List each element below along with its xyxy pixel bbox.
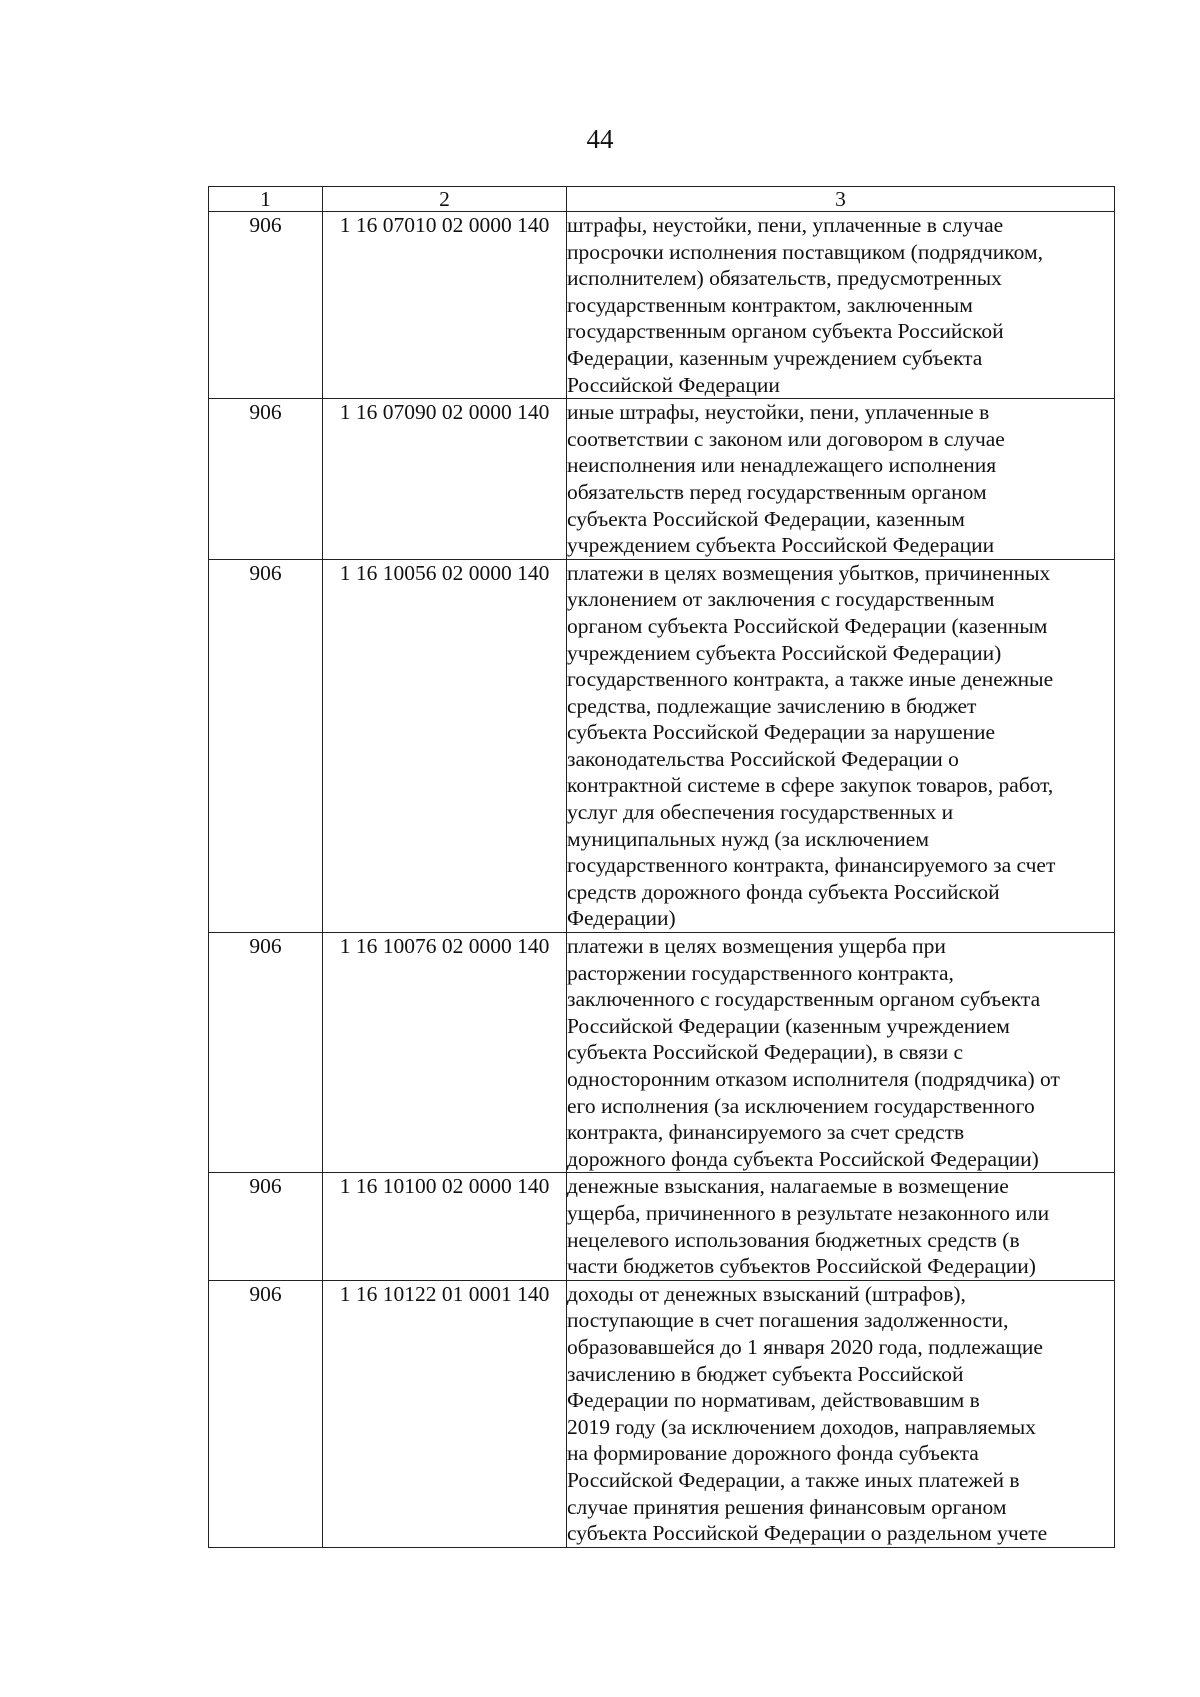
admin-code-cell: 906 (209, 1280, 323, 1547)
description-line: на формирование дорожного фонда субъекта (567, 1441, 979, 1466)
table-row (209, 559, 1115, 932)
budget-classification-code-cell: 1 16 07010 02 0000 140 (323, 212, 567, 399)
income-description-cell (567, 1280, 1115, 1547)
table-row (209, 212, 1115, 399)
description-line: нецелевого использования бюджетных средств (в (567, 1227, 1020, 1252)
description-line: контракта, финансируемого за счет средств (567, 1120, 965, 1145)
description-line: заключенного с государственным органом субъекта (567, 987, 1041, 1012)
description-line: учреждением субъекта Российской Федерации) (567, 640, 1002, 665)
admin-code-cell: 906 (209, 212, 323, 399)
table-row (209, 399, 1115, 560)
income-description-cell (567, 1173, 1115, 1280)
description-line: средств дорожного фонда субъекта Российской (567, 879, 1000, 904)
table-header-row (209, 187, 1115, 212)
description-line: неисполнения или ненадлежащего исполнения (567, 453, 997, 478)
description-line: субъекта Российской Федерации), в связи с (567, 1040, 964, 1065)
description-line: услуг для обеспечения государственных и (567, 800, 954, 825)
description-line: штрафы, неустойки, пени, уплаченные в случае (567, 213, 1004, 237)
budget-codes-table (208, 186, 1115, 1548)
column-header-3: 3 (567, 187, 1115, 212)
description-line: государственным контрактом, заключенным (567, 292, 973, 317)
description-line: части бюджетов субъектов Российской Федерации) (567, 1254, 1036, 1279)
column-header-2: 2 (323, 187, 567, 212)
description-line: законодательства Российской Федерации о (567, 746, 959, 771)
description-line: платежи в целях возмещения убытков, причиненных (567, 560, 1051, 585)
description-line: 2019 году (за исключением доходов, направляемых (567, 1414, 1036, 1439)
description-line: Федерации, казенным учреждением субъекта (567, 345, 983, 370)
budget-classification-code-cell: 1 16 10100 02 0000 140 (323, 1173, 567, 1280)
description-line: государственного контракта, а также иные денежные (567, 667, 1054, 692)
description-line: иные штрафы, неустойки, пени, уплаченные в (567, 400, 990, 425)
description-line: просрочки исполнения поставщиком (подрядчиком, (567, 239, 1043, 264)
description-line: исполнителем) обязательств, предусмотренных (567, 266, 1002, 291)
table-row (209, 933, 1115, 1173)
budget-classification-code-cell: 1 16 10076 02 0000 140 (323, 933, 567, 1173)
description-line: муниципальных нужд (за исключением (567, 826, 929, 851)
description-line: поступающие в счет погашения задолженности, (567, 1308, 1009, 1333)
description-line: органом субъекта Российской Федерации (казенным (567, 613, 1048, 638)
description-line: Российской Федерации, а также иных платежей в (567, 1467, 1020, 1492)
admin-code-cell: 906 (209, 399, 323, 560)
admin-code-cell: 906 (209, 559, 323, 932)
description-line: средства, подлежащие зачислению в бюджет (567, 693, 977, 718)
budget-classification-code-cell: 1 16 10122 01 0001 140 (323, 1280, 567, 1547)
description-line: доходы от денежных взысканий (штрафов), (567, 1281, 966, 1306)
income-description-cell (567, 212, 1115, 399)
description-line: Российской Федерации (567, 372, 780, 397)
description-line: государственного контракта, финансируемого за счет (567, 853, 1056, 878)
description-line: расторжении государственного контракта, (567, 960, 954, 985)
table-row (209, 1280, 1115, 1547)
table-body (209, 212, 1115, 1548)
description-line: уклонением от заключения с государственным (567, 587, 995, 612)
admin-code-cell: 906 (209, 1173, 323, 1280)
income-description-cell (567, 933, 1115, 1173)
budget-classification-code-cell: 1 16 07090 02 0000 140 (323, 399, 567, 560)
description-line: обязательств перед государственным органом (567, 479, 987, 504)
description-line: односторонним отказом исполнителя (подрядчика) от (567, 1067, 1060, 1091)
budget-classification-code-cell: 1 16 10056 02 0000 140 (323, 559, 567, 932)
description-line: соответствии с законом или договором в случае (567, 426, 1005, 451)
description-line: учреждением субъекта Российской Федерации (567, 533, 995, 558)
description-line: его исполнения (за исключением государственного (567, 1093, 1035, 1118)
description-line: субъекта Российской Федерации, казенным (567, 506, 965, 531)
description-line: ущерба, причиненного в результате незаконного или (567, 1200, 1050, 1225)
description-line: случае принятия решения финансовым органом (567, 1494, 1007, 1519)
description-line: образовавшейся до 1 января 2020 года, подлежащие (567, 1334, 1043, 1359)
table-row (209, 1173, 1115, 1280)
page-number: 44 (586, 124, 614, 154)
income-description-cell (567, 399, 1115, 560)
description-line: Федерации) (567, 906, 676, 931)
income-description-cell (567, 559, 1115, 932)
description-line: зачислению в бюджет субъекта Российской (567, 1361, 964, 1386)
description-line: дорожного фонда субъекта Российской Федерации) (567, 1146, 1039, 1171)
description-line: платежи в целях возмещения ущерба при (567, 934, 946, 959)
description-line: субъекта Российской Федерации о раздельном учете (567, 1521, 1048, 1546)
column-header-1: 1 (209, 187, 323, 212)
admin-code-cell: 906 (209, 933, 323, 1173)
description-line: Российской Федерации (казенным учреждением (567, 1013, 1010, 1038)
description-line: контрактной системе в сфере закупок товаров, работ, (567, 773, 1054, 798)
description-line: Федерации по нормативам, действовавшим в (567, 1388, 980, 1413)
description-line: денежные взыскания, налагаемые в возмещение (567, 1174, 1009, 1199)
description-line: государственным органом субъекта Российской (567, 319, 1004, 344)
description-line: субъекта Российской Федерации за нарушение (567, 720, 996, 745)
